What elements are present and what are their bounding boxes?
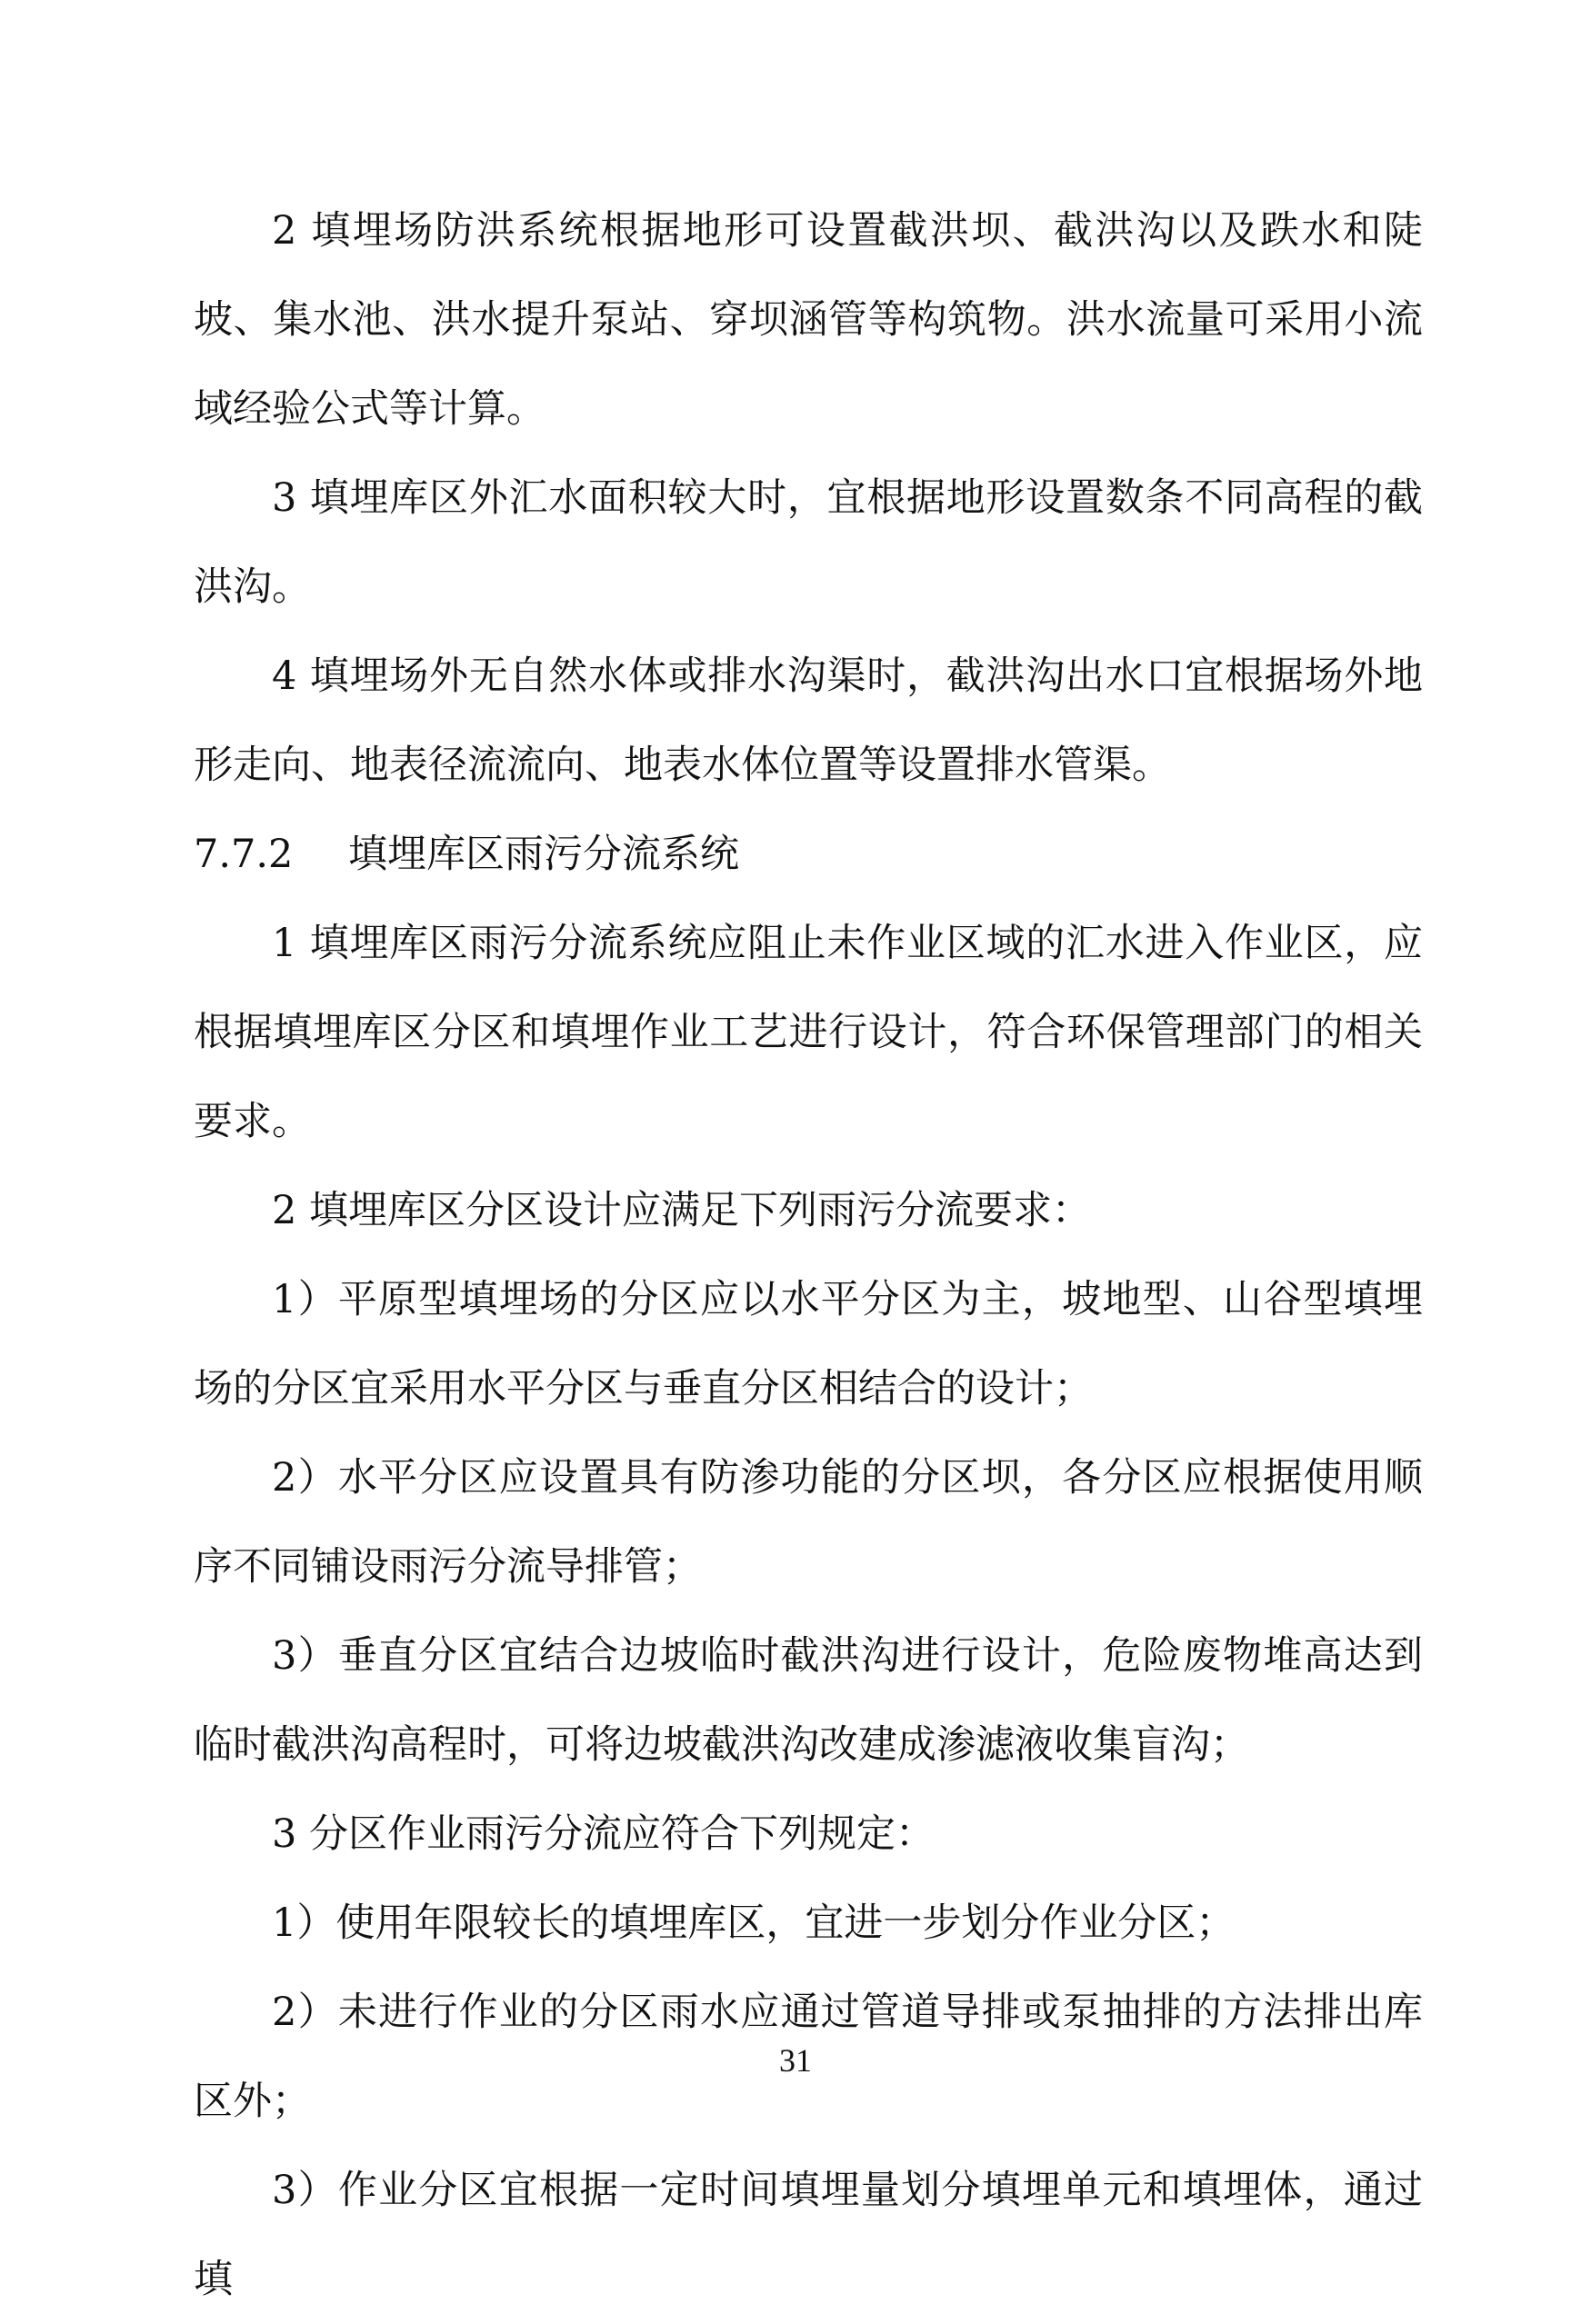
subitem-3-1: 1）使用年限较长的填埋库区，宜进一步划分作业分区； <box>272 1900 1236 1946</box>
paragraph-item-3: 3 填埋库区外汇水面积较大时，宜根据地形设置数条不同高程的截洪沟。 <box>194 475 1423 610</box>
section-title: 填埋库区雨污分流系统 <box>348 832 739 877</box>
subitem-3-2: 2）未进行作业的分区雨水应通过管道导排或泵抽排的方法排出库区外； <box>194 1990 1423 2124</box>
page-number: 31 <box>779 2042 812 2079</box>
subitem-2-1: 1）平原型填埋场的分区应以水平分区为主，坡地型、山谷型填埋场的分区宜采用水平分区与垂直分区相结合的设计； <box>194 1277 1423 1411</box>
paragraph-item-4: 4 填埋场外无自然水体或排水沟渠时，截洪沟出水口宜根据场外地形走向、地表径流流向、地表水体位置等设置排水管渠。 <box>194 653 1423 788</box>
paragraph-item-2: 2 填埋场防洪系统根据地形可设置截洪坝、截洪沟以及跌水和陡坡、集水池、洪水提升泵站、穿坝涵管等构筑物。洪水流量可采用小流域经验公式等计算。 <box>194 208 1423 432</box>
subitem-2-3: 3）垂直分区宜结合边坡临时截洪沟进行设计，危险废物堆高达到临时截洪沟高程时，可将边坡截洪沟改建成渗滤液收集盲沟； <box>194 1633 1423 1768</box>
subitem-2-2: 2）水平分区应设置具有防渗功能的分区坝，各分区应根据使用顺序不同铺设雨污分流导排管； <box>194 1455 1423 1590</box>
paragraph-item-1: 1 填埋库区雨污分流系统应阻止未作业区域的汇水进入作业区，应根据填埋库区分区和填埋作业工艺进行设计，符合环保管理部门的相关要求。 <box>194 921 1423 1144</box>
paragraph-item-2-partition: 2 填埋库区分区设计应满足下列雨污分流要求： <box>272 1188 1092 1233</box>
document-body <box>194 186 1423 2324</box>
paragraph-item-3-operation: 3 分区作业雨污分流应符合下列规定： <box>272 1811 936 1857</box>
section-heading <box>194 810 1423 899</box>
section-number: 7.7.2 <box>194 832 294 877</box>
subitem-3-3: 3）作业分区宜根据一定时间填埋量划分填埋单元和填埋体，通过填 <box>194 2168 1423 2302</box>
